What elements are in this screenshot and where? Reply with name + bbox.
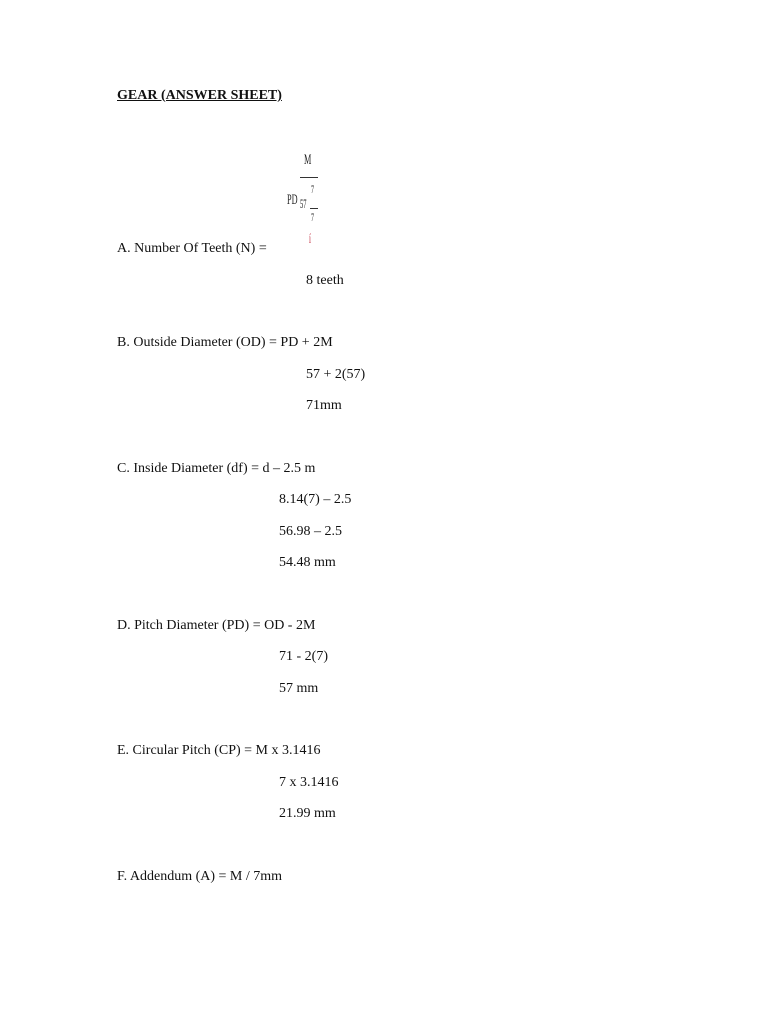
section-c-step-1: 8.14(7) – 2.5 (279, 492, 352, 507)
section-b-step-2: 71mm (306, 398, 342, 413)
section-e-heading: E. Circular Pitch (CP) = M x 3.1416 (117, 743, 321, 758)
formula-sub-bar (310, 208, 318, 209)
section-e-step-1: 7 x 3.1416 (279, 775, 339, 790)
formula-lhs: PD (287, 192, 298, 208)
section-f-heading: F. Addendum (A) = M / 7mm (117, 869, 283, 884)
formula-numerator: M (304, 152, 312, 168)
section-a-step-1: 8 teeth (306, 273, 344, 288)
document-title: GEAR (ANSWER SHEET) (117, 88, 282, 103)
section-e-step-2: 21.99 mm (279, 806, 336, 821)
section-d-heading: D. Pitch Diameter (PD) = OD - 2M (117, 618, 316, 633)
section-c-step-3: 54.48 mm (279, 555, 336, 570)
section-a-heading: A. Number Of Teeth (N) = (117, 241, 267, 256)
formula-sub-top: 7 (311, 182, 314, 196)
formula-image (284, 150, 324, 260)
formula-sub-bottom: 7 (311, 210, 314, 224)
formula-fraction-bar (300, 177, 318, 178)
section-c-step-2: 56.98 – 2.5 (279, 524, 342, 539)
section-d-step-2: 57 mm (279, 681, 319, 696)
formula-red-mark: í (309, 232, 311, 247)
section-d-step-1: 71 - 2(7) (279, 649, 328, 664)
formula-mid: 57 (300, 196, 307, 211)
section-b-step-1: 57 + 2(57) (306, 367, 366, 382)
section-c-heading: C. Inside Diameter (df) = d – 2.5 m (117, 461, 316, 476)
section-b-heading: B. Outside Diameter (OD) = PD + 2M (117, 335, 333, 350)
